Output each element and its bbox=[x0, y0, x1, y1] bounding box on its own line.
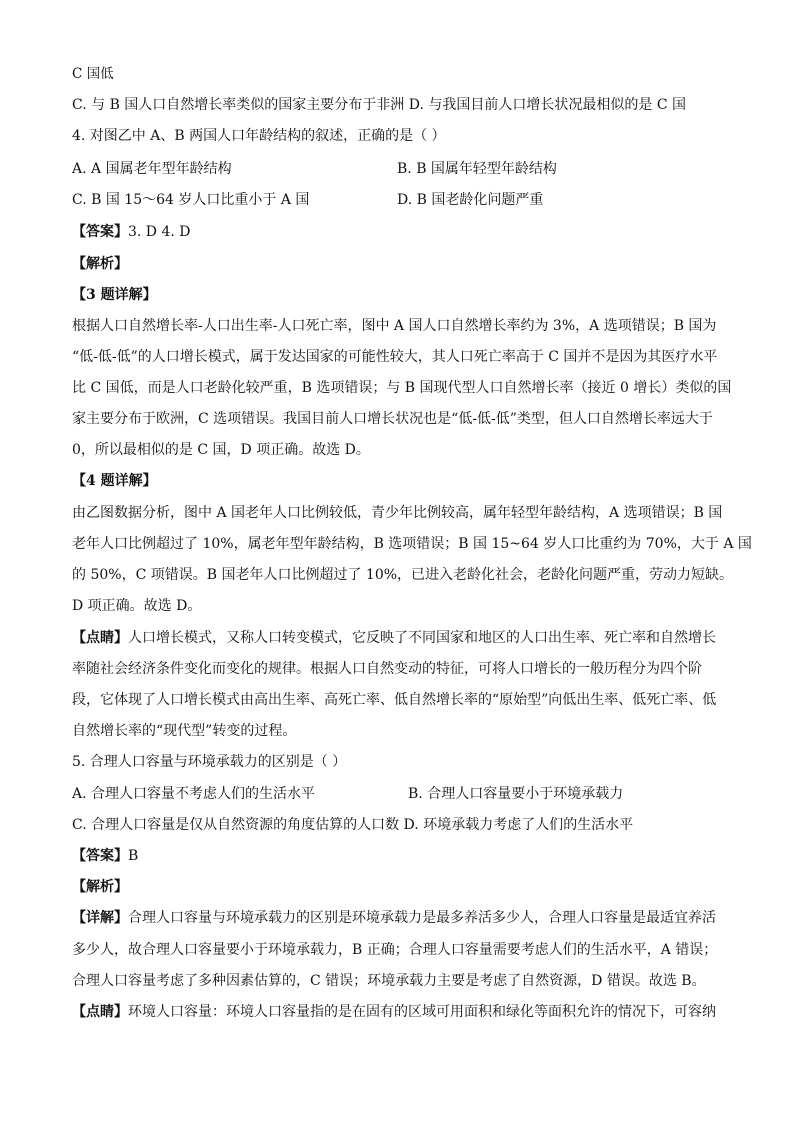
comment-tag: 【点睛】 bbox=[72, 630, 128, 646]
answer-text: 3. D 4. D bbox=[128, 224, 191, 240]
detail-3-line-1: 根据人口自然增长率-人口出生率-人口死亡率，图中 A 国人口自然增长率约为 3%，A 选项错误；B 国为 bbox=[72, 318, 717, 334]
detail-4-line-3: 的 50%，C 项错误。B 国老年人口比例超过了 10%，已进入老龄化社会，老龄化问题严重，劳动力短缺。 bbox=[72, 567, 734, 583]
answer-line-5 bbox=[72, 846, 138, 866]
answer-tag: 【答案】 bbox=[72, 848, 128, 864]
question-3-options-cd: C. 与 B 国人口自然增长率类似的国家主要分布于非洲 D. 与我国目前人口增长状况最相似的是 C 国 bbox=[72, 97, 686, 113]
detail-text: 合理人口容量与环境承载力的区别是环境承载力是最多养活多少人，合理人口容量是最适宜养活 bbox=[128, 910, 716, 926]
option-b: B. 合理人口容量要小于环境承载力 bbox=[408, 786, 624, 802]
answer-text: B bbox=[128, 848, 139, 864]
detail-3-heading: 【3 题详解】 bbox=[72, 287, 157, 303]
detail-4-line-4: D 项正确。故选 D。 bbox=[72, 598, 202, 614]
option-d: D. B 国老龄化问题严重 bbox=[397, 192, 544, 208]
comment-1-line-2: 率随社会经济条件变化而变化的规律。根据人口自然变动的特征，可将人口增长的一般历程分为四个阶 bbox=[72, 661, 702, 677]
comment-tag: 【点睛】 bbox=[72, 1004, 128, 1020]
comment-2-line-1 bbox=[72, 1002, 716, 1022]
text-line: C 国低 bbox=[72, 66, 114, 82]
comment-text: 环境人口容量：环境人口容量指的是在固有的区域可用面积和绿化等面积允许的情况下，可容纳 bbox=[128, 1004, 716, 1020]
answer-line-3-4 bbox=[72, 222, 191, 242]
option-a: A. 合理人口容量不考虑人们的生活水平 bbox=[72, 786, 316, 802]
comment-text: 人口增长模式，又称人口转变模式，它反映了不同国家和地区的人口出生率、死亡率和自然增长 bbox=[128, 630, 716, 646]
detail-4-line-1: 由乙图数据分析，图中 A 国老年人口比例较低，青少年比例较高，属年轻型年龄结构，A 选项错误；B 国 bbox=[72, 505, 723, 521]
question-5-stem: 5. 合理人口容量与环境承载力的区别是（ ） bbox=[72, 754, 347, 770]
detail-5-line-2: 多少人，故合理人口容量要小于环境承载力，B 正确；合理人口容量需要考虑人们的生活水平，A 错误； bbox=[72, 942, 718, 958]
comment-1-line-4: 自然增长率的“现代型”转变的过程。 bbox=[72, 723, 297, 739]
detail-3-line-4: 家主要分布于欧洲，C 选项错误。我国目前人口增长状况也是“低-低-低”类型，但人口自然增长率远大于 bbox=[72, 411, 713, 427]
detail-3-line-5: 0，所以最相似的是 C 国，D 项正确。故选 D。 bbox=[72, 442, 370, 458]
question-4-options-ab bbox=[72, 159, 557, 179]
comment-1-line-3: 段，它体现了人口增长模式由高出生率、高死亡率、低自然增长率的“原始型”向低出生率、低死亡率、低 bbox=[72, 692, 717, 708]
question-5-options-ab bbox=[72, 784, 624, 804]
question-5-options-cd: C. 合理人口容量是仅从自然资源的角度估算的人口数 D. 环境承载力考虑了人们的生活水平 bbox=[72, 817, 634, 833]
option-a: A. A 国属老年型年龄结构 bbox=[72, 161, 232, 177]
detail-5-line-3: 合理人口容量考虑了多种因素估算的，C 错误；环境承载力主要是考虑了自然资源，D 错误。故选 B。 bbox=[72, 973, 706, 989]
analysis-heading: 【解析】 bbox=[72, 256, 128, 272]
detail-4-line-2: 老年人口比例超过了 10%，属老年型年龄结构，B 选项错误；B 国 15~64 岁人口比重约为 70%，大于 A 国 bbox=[72, 536, 752, 552]
option-c: C. B 国 15～64 岁人口比重小于 A 国 bbox=[72, 192, 310, 208]
comment-1-line-1 bbox=[72, 628, 716, 648]
detail-4-heading: 【4 题详解】 bbox=[72, 473, 157, 489]
detail-5-line-1 bbox=[72, 908, 716, 928]
question-4-options-cd bbox=[72, 190, 544, 210]
analysis-heading: 【解析】 bbox=[72, 879, 128, 895]
detail-tag: 【详解】 bbox=[72, 910, 128, 926]
answer-tag: 【答案】 bbox=[72, 224, 128, 240]
detail-3-line-2: “低-低-低”的人口增长模式，属于发达国家的可能性较大，其人口死亡率高于 C 国并不是因为其医疗水平 bbox=[72, 349, 718, 365]
question-4-stem: 4. 对图乙中 A、B 两国人口年龄结构的叙述，正确的是（ ） bbox=[72, 128, 446, 144]
detail-3-line-3: 比 C 国低，而是人口老龄化较严重，B 选项错误；与 B 国现代型人口自然增长率（接近 0 增长）类似的国 bbox=[72, 380, 732, 396]
option-b: B. B 国属年轻型年龄结构 bbox=[397, 161, 557, 177]
